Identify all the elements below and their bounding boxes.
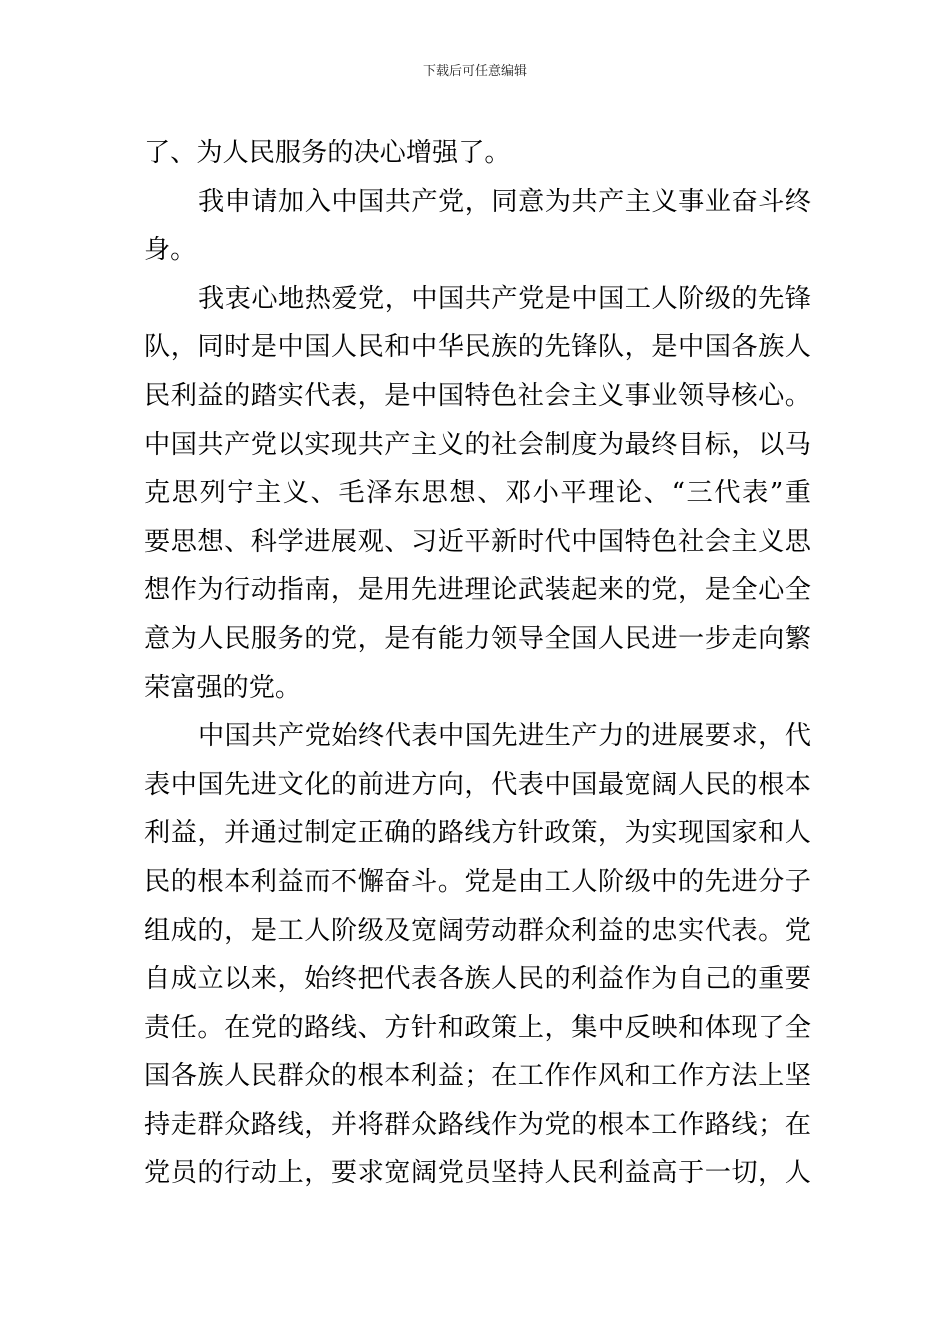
text-line: 中国共产党始终代表中国先进生产力的进展要求，代 [198,721,811,752]
text-line: 党员的行动上，要求宽阔党员坚持人民利益高于一切，人 [144,1158,811,1189]
text-line: 民利益的踏实代表，是中国特色社会主义事业领导核心。 [144,380,811,411]
text-line: 克思列宁主义、毛泽东思想、邓小平理论、“三代表”重 [144,478,811,509]
text-line: 表中国先进文化的前进方向，代表中国最宽阔人民的根本 [144,769,811,800]
text-line: 意为人民服务的党，是有能力领导全国人民进一步走向繁 [144,623,811,654]
text-line: 责任。在党的路线、方针和政策上，集中反映和体现了全 [144,1012,811,1043]
text-line: 想作为行动指南，是用先进理论武装起来的党，是全心全 [144,575,811,606]
text-line: 身。 [144,235,197,266]
text-line: 持走群众路线，并将群众路线作为党的根本工作路线；在 [144,1109,811,1140]
text-line: 组成的，是工人阶级及宽阔劳动群众利益的忠实代表。党 [144,915,811,946]
document-body [144,129,811,1198]
text-line: 我衷心地热爱党，中国共产党是中国工人阶级的先锋 [198,283,811,314]
page-header: 下载后可任意编辑 [422,64,527,79]
text-line: 中国共产党以实现共产主义的社会制度为最终目标，以马 [144,429,811,460]
text-line: 利益，并通过制定正确的路线方针政策，为实现国家和人 [144,818,811,849]
text-line: 荣富强的党。 [144,672,302,703]
text-line: 要思想、科学进展观、习近平新时代中国特色社会主义思 [144,526,811,557]
text-line: 民的根本利益而不懈奋斗。党是由工人阶级中的先进分子 [144,866,811,897]
text-line: 我申请加入中国共产党，同意为共产主义事业奋斗终 [198,186,811,217]
text-line: 国各族人民群众的根本利益；在工作作风和工作方法上坚 [144,1061,811,1092]
text-line: 队，同时是中国人民和中华民族的先锋队，是中国各族人 [144,332,811,363]
text-line: 了、为人民服务的决心增强了。 [144,138,511,168]
text-line: 自成立以来，始终把代表各族人民的利益作为自己的重要 [144,964,811,995]
